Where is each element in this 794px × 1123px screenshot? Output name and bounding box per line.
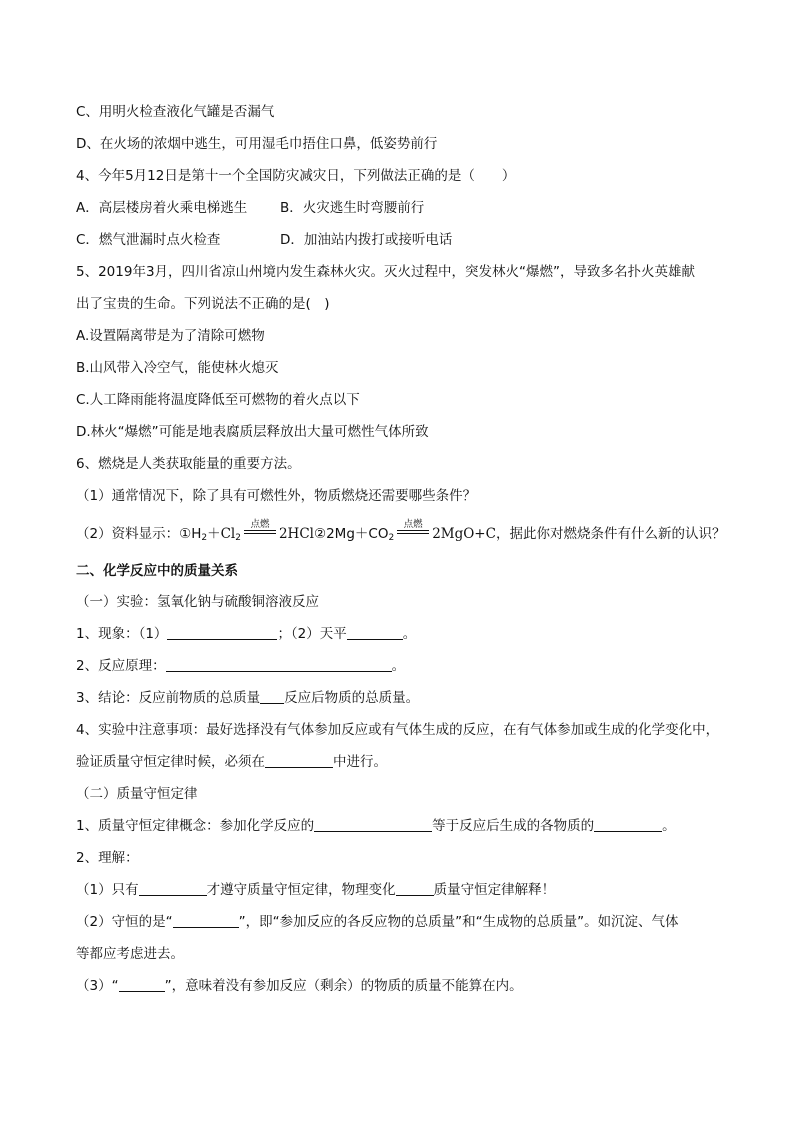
blank-conclusion[interactable] (260, 689, 284, 704)
conclusion-line (76, 689, 419, 707)
q4-stem: 4、今年5月12日是第十一个全国防灾减灾日，下列做法正确的是（ ） (76, 168, 516, 184)
blank-observation-1[interactable] (167, 625, 277, 640)
note-suffix: 中进行。 (333, 754, 387, 770)
blank-concept-2[interactable] (594, 817, 662, 832)
understand-2-line2: 等都应考虑进去。 (76, 946, 184, 962)
q5-option-d: D.林火“爆燃”可能是地表腐质层释放出大量可燃性气体所致 (76, 424, 429, 440)
principle-end: 。 (391, 658, 406, 674)
conclusion-suffix: 反应后物质的总质量。 (284, 690, 420, 706)
reaction-condition (244, 519, 276, 539)
observation-line (76, 625, 416, 643)
q5-option-b: B.山风带入冷空气，能使林火熄灭 (76, 360, 279, 376)
q6-part2 (76, 519, 726, 547)
u1-mid: 才遵守质量守恒定律，物理变化 (206, 882, 396, 898)
concept-line (76, 817, 676, 835)
concept-mid: 等于反应后生成的各物质的 (432, 818, 595, 834)
u2-suffix: ”，即“参加反应的各反应物的总质量”和“生成物的总质量”。如沉淀、气体 (238, 914, 679, 930)
u3-prefix: （3）“ (76, 978, 119, 994)
q4-option-c: C．燃气泄漏时点火检查 (76, 232, 221, 248)
eq2-product: 2MgO+C (432, 526, 496, 542)
principle-prefix: 2、反应原理： (76, 658, 166, 674)
blank-u2[interactable] (173, 913, 239, 928)
understand-3 (76, 977, 523, 995)
subscript: 2 (201, 533, 208, 543)
u2-prefix: （2）守恒的是“ (76, 914, 173, 930)
concept-end: 。 (662, 818, 676, 834)
blank-u1-b[interactable] (396, 881, 434, 896)
note-line1: 4、实验中注意事项：最好选择没有气体参加反应或有气体生成的反应，在有气体参加或生成的化学变化中， (76, 722, 720, 738)
q5-stem-line1: 5、2019年3月，四川省凉山州境内发生森林火灾。灭火过程中，突发林火“爆燃”，导致多名扑火英雄献 (76, 264, 696, 280)
u1-prefix: （1）只有 (76, 882, 139, 898)
q4-option-b: B．火灾逃生时弯腰前行 (280, 200, 425, 216)
blank-balance[interactable] (347, 625, 403, 640)
understand-2 (76, 913, 679, 931)
q6-part2-suffix: ，据此你对燃烧条件有什么新的认识？ (495, 526, 726, 542)
principle-line (76, 657, 405, 675)
q6-part2-prefix: （2）资料显示：①H (76, 526, 202, 542)
note-line2 (76, 753, 387, 771)
subscript: 2 (235, 533, 241, 543)
understand-1 (76, 881, 555, 899)
equals-bar (397, 530, 429, 534)
subscript: 2 (388, 533, 395, 543)
q6-stem: 6、燃烧是人类获取能量的重要方法。 (76, 456, 301, 472)
condition-label: 点燃 (403, 519, 423, 530)
u3-suffix: ”，意味着没有参加反应（剩余）的物质的质量不能算在内。 (164, 978, 523, 994)
equals-bar (244, 530, 276, 534)
eq1-product: 2HCl (278, 526, 314, 542)
law-title: （二）质量守恒定律 (76, 786, 198, 802)
reaction-condition (397, 519, 429, 539)
q6-part1: （1）通常情况下，除了具有可燃性外，物质燃烧还需要哪些条件？ (76, 488, 477, 504)
eq1-reactant: ＋Cl (207, 526, 236, 542)
q5-option-c: C.人工降雨能将温度降低至可燃物的着火点以下 (76, 392, 360, 408)
observation-prefix: 1、现象：（1） (76, 626, 168, 642)
eq2-reactants: ②2Mg＋CO (313, 526, 389, 542)
experiment-title: （一）实验：氢氧化钠与硫酸铜溶液反应 (76, 594, 319, 610)
note-prefix: 验证质量守恒定律时候，必须在 (76, 754, 265, 770)
blank-u3[interactable] (119, 977, 165, 992)
observation-end: 。 (402, 626, 417, 642)
section-title: 二、化学反应中的质量关系 (76, 563, 238, 579)
conclusion-prefix: 3、结论：反应前物质的总质量 (76, 690, 261, 706)
blank-concept-1[interactable] (314, 817, 432, 832)
condition-label: 点燃 (250, 519, 270, 530)
q3-option-d: D、在火场的浓烟中逃生，可用湿毛巾捂住口鼻，低姿势前行 (76, 136, 438, 152)
blank-principle[interactable] (166, 657, 392, 672)
q3-option-c: C、用明火检查液化气罐是否漏气 (76, 104, 275, 120)
u1-suffix: 质量守恒定律解释！ (433, 882, 556, 898)
q4-option-d: D．加油站内拨打或接听电话 (280, 232, 453, 248)
q5-option-a: A.设置隔离带是为了清除可燃物 (76, 328, 265, 344)
understand-title: 2、理解： (76, 850, 139, 866)
observation-mid: ；（2）天平 (277, 626, 347, 642)
blank-container[interactable] (265, 753, 333, 768)
concept-prefix: 1、质量守恒定律概念：参加化学反应的 (76, 818, 315, 834)
blank-u1-a[interactable] (139, 881, 207, 896)
q4-option-a: A．高层楼房着火乘电梯逃生 (76, 200, 248, 216)
q5-stem-line2: 出了宝贵的生命。下列说法不正确的是( ) (76, 296, 330, 312)
